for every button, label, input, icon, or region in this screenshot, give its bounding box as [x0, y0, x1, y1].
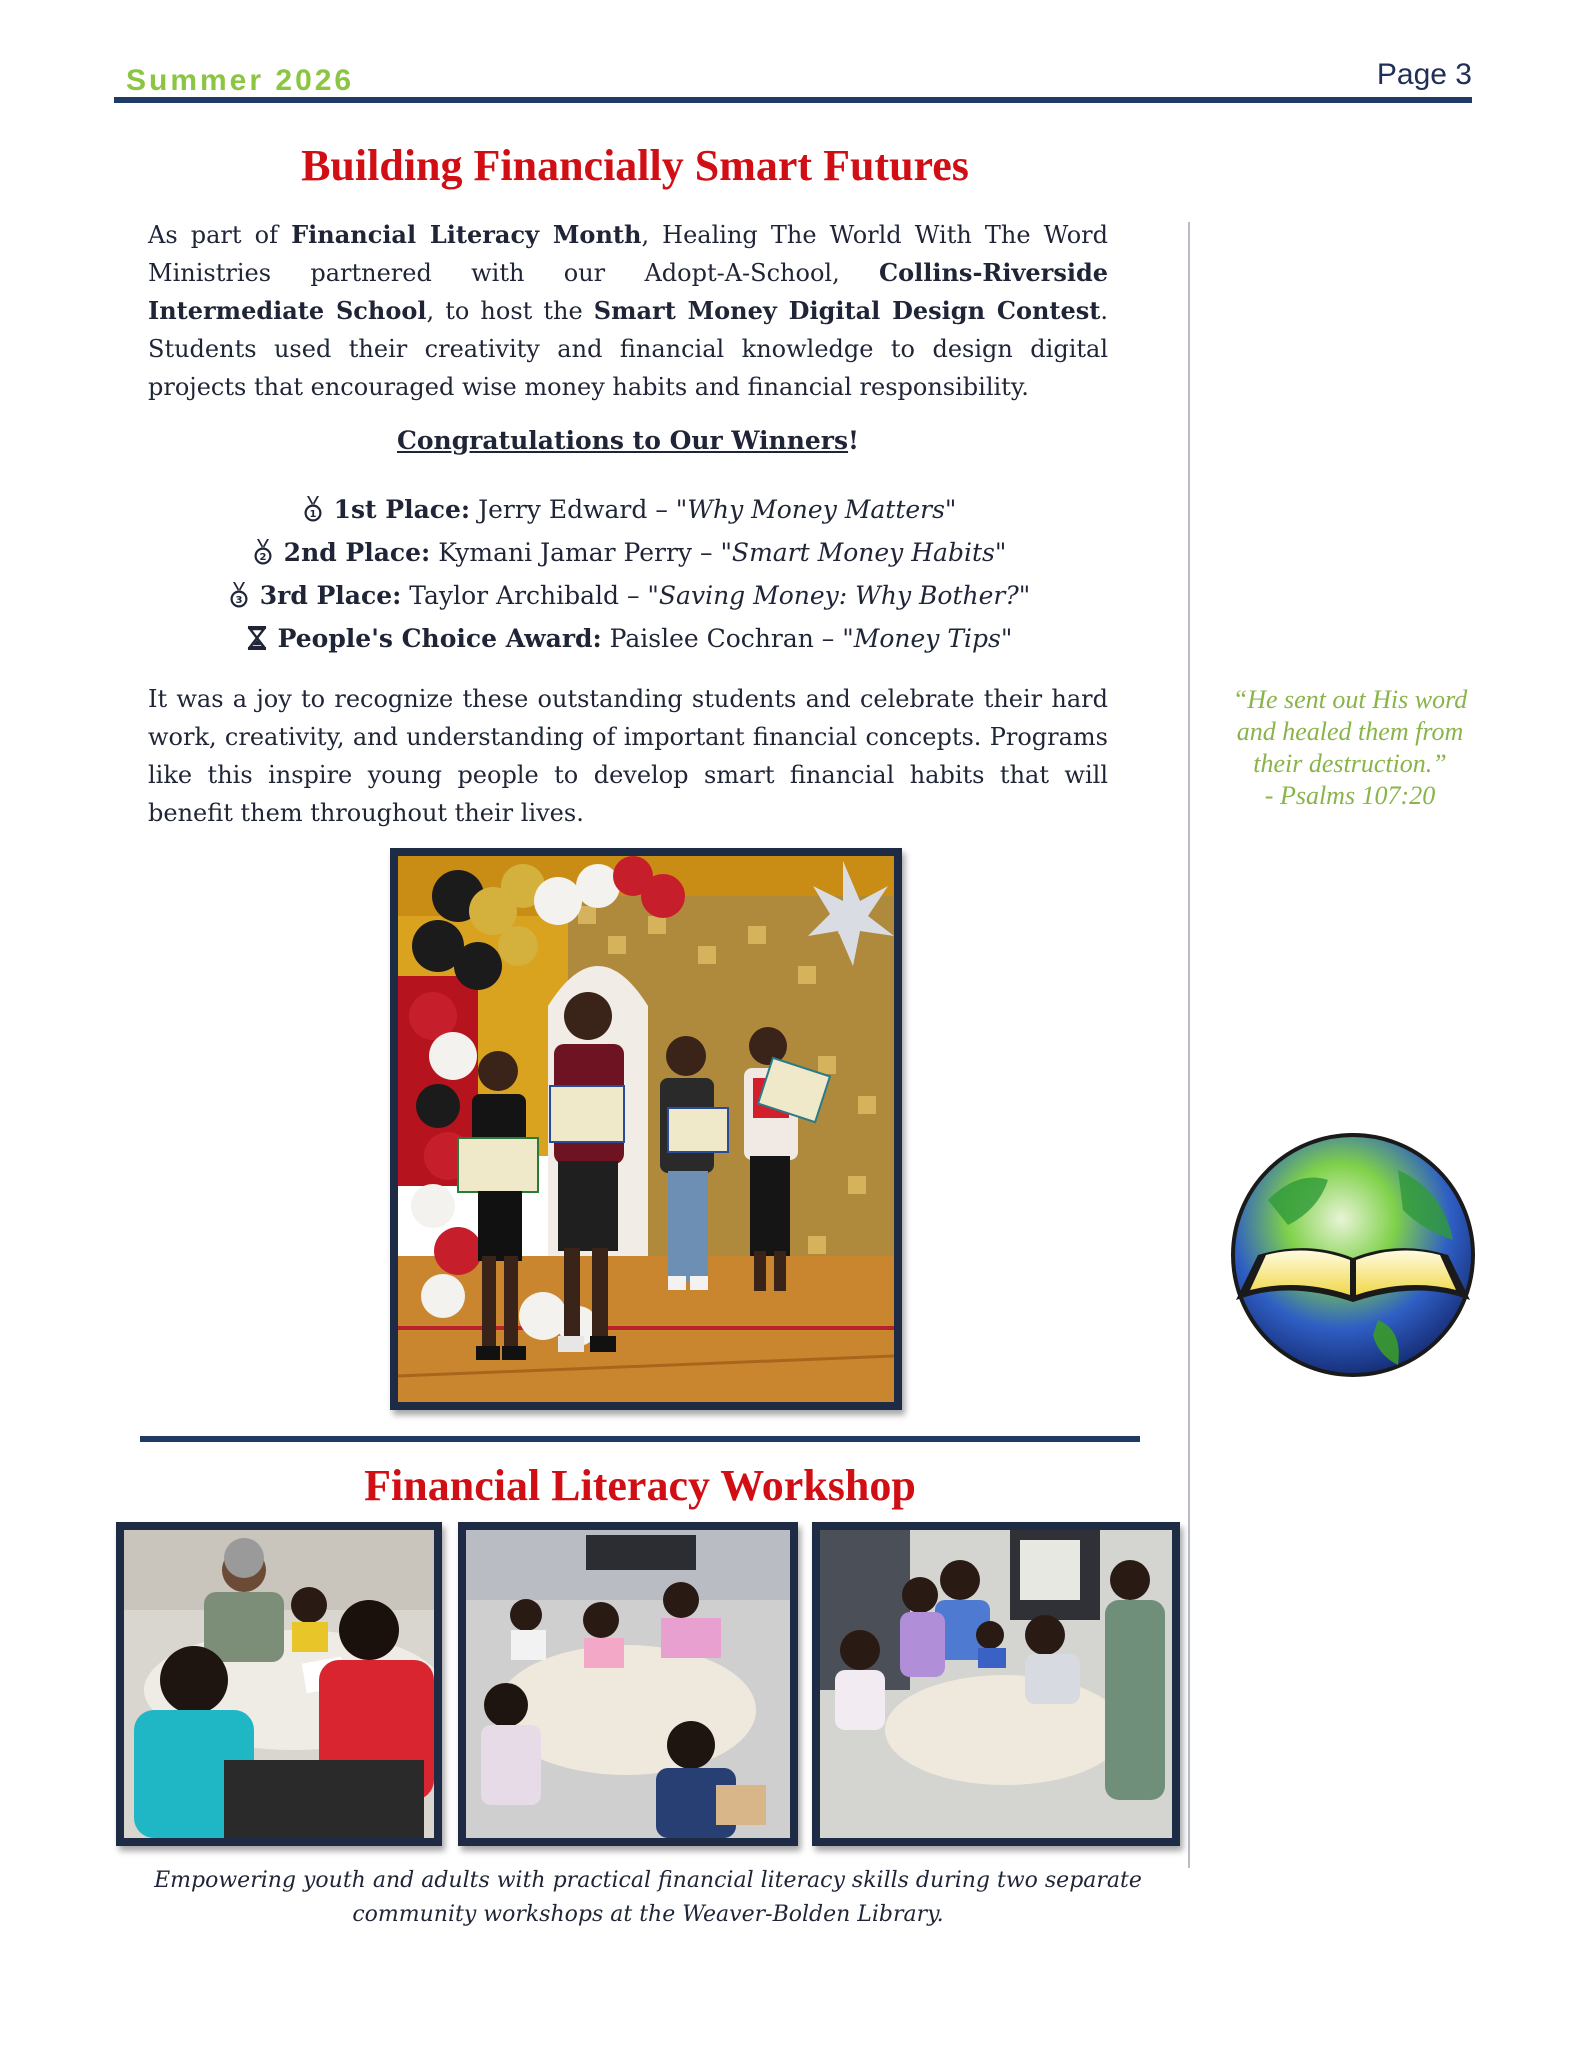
first-place-medal-icon: [300, 495, 326, 523]
workshop-title: Financial Literacy Workshop: [364, 1461, 916, 1510]
caption-line: community workshops at the Weaver-Bolden Library.: [352, 1902, 944, 1927]
globe-bible-icon: [1228, 1130, 1478, 1380]
workshop-caption: [148, 1864, 1148, 1932]
quote-line: their destruction.”: [1253, 749, 1447, 778]
intro-text: , Healing The World With The Word Ministries partnered with our Adopt-A-School,: [148, 221, 1109, 287]
second-place-medal-icon: [250, 538, 276, 566]
winner-place: 3rd Place:: [259, 581, 402, 610]
quote-line: and healed them from: [1236, 717, 1464, 746]
winner-item: [148, 488, 1108, 531]
winner-place: People's Choice Award:: [277, 624, 602, 653]
winners-heading: [148, 426, 1108, 455]
svg-text:2: 2: [259, 552, 267, 563]
workshop-photo-2-image: [466, 1530, 790, 1838]
intro-emphasis-contest: Smart Money Digital Design Contest: [593, 296, 1101, 325]
caption-line: Empowering youth and adults with practical financial literacy skills during two separate: [154, 1868, 1142, 1893]
workshop-photo-3-image: [820, 1530, 1172, 1838]
winners-list: [148, 488, 1108, 660]
intro-paragraph: [148, 216, 1108, 406]
winner-work-title: "Money Tips": [842, 624, 1013, 653]
workshop-photo-1-image: [124, 1530, 434, 1838]
workshop-photo-2: [458, 1522, 798, 1846]
winner-name: Taylor Archibald –: [401, 581, 648, 610]
winner-item: [148, 617, 1108, 660]
winner-place: 1st Place:: [333, 495, 471, 524]
winner-work-title: "Why Money Matters": [675, 495, 957, 524]
quote-line: “He sent out His word: [1232, 685, 1468, 714]
winner-name: Jerry Edward –: [470, 495, 676, 524]
intro-text: As part of: [148, 221, 292, 249]
winner-item: [148, 574, 1108, 617]
winner-place: 2nd Place:: [283, 538, 431, 567]
quote-citation: - Psalms 107:20: [1264, 781, 1436, 810]
intro-emphasis-school: Collins-Riverside Intermediate School: [148, 258, 1108, 325]
column-divider: [1188, 222, 1190, 1868]
intro-emphasis-month: Financial Literacy Month: [291, 220, 642, 249]
intro-text: . Students used their creativity and financial knowledge to design digital projects that encouraged wise money habits and financial responsibility.: [148, 297, 1108, 401]
workshop-photo-3: [812, 1522, 1180, 1846]
winner-name: Kymani Jamar Perry –: [430, 538, 721, 567]
winners-photo-image: [398, 856, 894, 1402]
winner-work-title: "Smart Money Habits": [720, 538, 1007, 567]
header-divider: [114, 97, 1472, 103]
winners-group-photo: [390, 848, 902, 1410]
workshop-photo-1: [116, 1522, 442, 1846]
hourglass-award-icon: [244, 624, 270, 652]
intro-text: , to host the: [426, 297, 594, 325]
winner-work-title: "Saving Money: Why Bother?": [647, 581, 1031, 610]
scripture-quote: [1210, 684, 1490, 812]
page-number: Page 3: [1376, 58, 1472, 91]
winners-heading-mark: !: [848, 426, 860, 455]
svg-text:1: 1: [309, 509, 317, 520]
section-divider: [140, 1436, 1140, 1442]
third-place-medal-icon: [226, 581, 252, 609]
svg-text:3: 3: [235, 595, 243, 606]
winner-item: [148, 531, 1108, 574]
newsletter-season: Summer 2026: [126, 64, 355, 97]
winner-name: Paislee Cochran –: [601, 624, 843, 653]
closing-paragraph: It was a joy to recognize these outstanding students and celebrate their hard work, creativity, and understanding of important financial concepts. Programs like this inspire young people to develop smart financial habits that will benefit them throughout their lives.: [148, 685, 1108, 827]
winners-heading-text: Congratulations to Our Winners: [396, 426, 849, 455]
article-title: Building Financially Smart Futures: [301, 141, 969, 190]
